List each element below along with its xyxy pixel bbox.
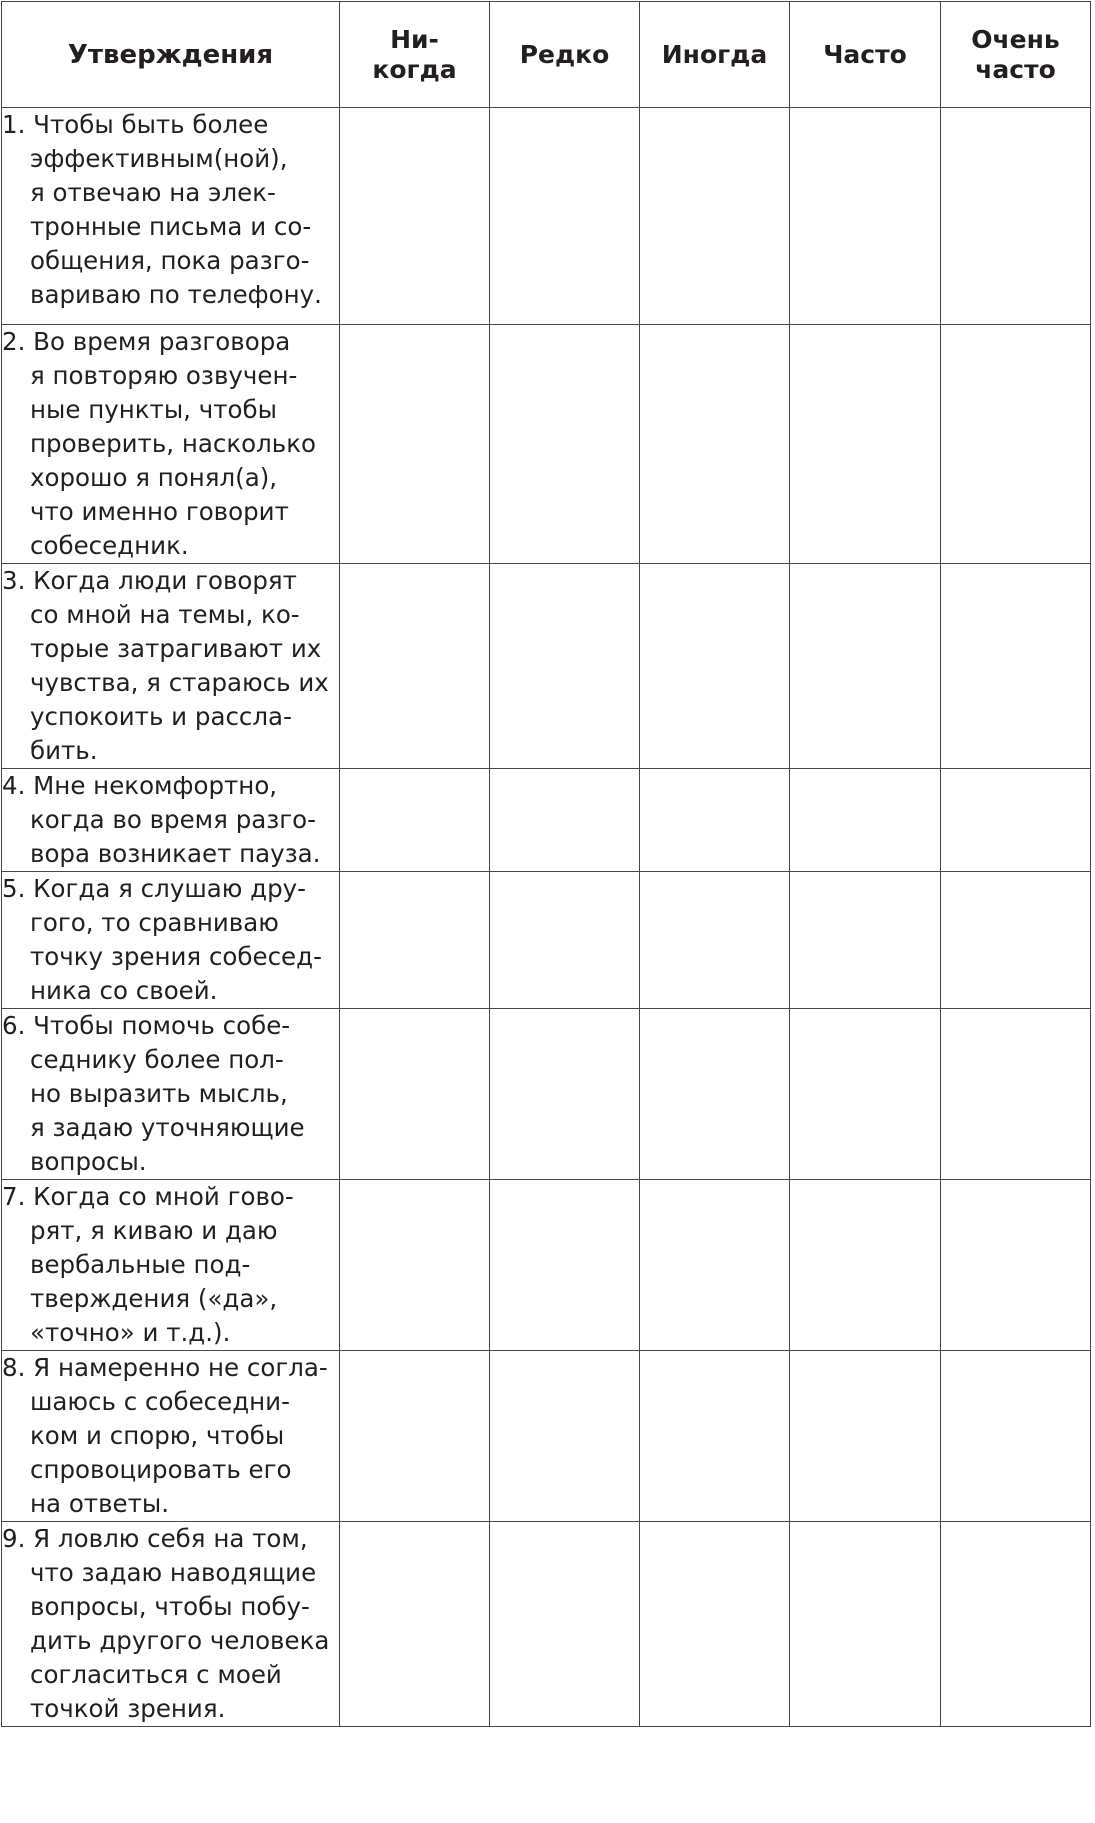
statement-line: 7. Когда со мной гово-	[2, 1182, 294, 1211]
header-very-often	[941, 2, 1091, 108]
answer-cell-very-often[interactable]	[941, 108, 1091, 325]
header-rarely: Редко	[490, 2, 640, 108]
statement-line: дить другого человека	[30, 1626, 330, 1655]
statement-line: я повторяю озвучен-	[30, 361, 298, 390]
answer-cell-often[interactable]	[790, 1009, 941, 1180]
answer-cell-rarely[interactable]	[490, 325, 640, 564]
statement-line: 3. Когда люди говорят	[2, 566, 297, 595]
answer-cell-very-often[interactable]	[941, 1180, 1091, 1351]
statement-line: 6. Чтобы помочь собе-	[2, 1011, 291, 1040]
answer-cell-sometimes[interactable]	[640, 1522, 790, 1727]
answer-cell-never[interactable]	[340, 325, 490, 564]
statement-line: торые затрагивают их	[30, 634, 322, 663]
statement-cell	[2, 1009, 340, 1180]
answer-cell-often[interactable]	[790, 108, 941, 325]
table-row	[2, 1351, 1091, 1522]
statement-line: эффективным(ной),	[30, 144, 288, 173]
statement-cell	[2, 325, 340, 564]
answer-cell-sometimes[interactable]	[640, 564, 790, 769]
header-statements: Утверждения	[2, 2, 340, 108]
statement-line: точку зрения собесед-	[30, 942, 322, 971]
statement-line: что задаю наводящие	[30, 1558, 317, 1587]
statement-line: рят, я киваю и даю	[30, 1216, 278, 1245]
statement-line: когда во время разго-	[30, 805, 316, 834]
statement-line: ные пункты, чтобы	[30, 395, 277, 424]
answer-cell-very-often[interactable]	[941, 872, 1091, 1009]
header-never-line: Ни-	[390, 24, 439, 54]
statement-line: я задаю уточняющие	[30, 1113, 305, 1142]
table-row	[2, 1009, 1091, 1180]
statement-cell	[2, 769, 340, 872]
header-very-often-line: Очень	[971, 24, 1060, 54]
answer-cell-sometimes[interactable]	[640, 108, 790, 325]
answer-cell-never[interactable]	[340, 769, 490, 872]
answer-cell-very-often[interactable]	[941, 1009, 1091, 1180]
header-never	[340, 2, 490, 108]
statement-line: 1. Чтобы быть более	[2, 110, 269, 139]
table-row	[2, 769, 1091, 872]
statement-line: что именно говорит	[30, 497, 289, 526]
statement-line: я отвечаю на элек-	[30, 178, 276, 207]
statement-line: бить.	[30, 736, 98, 765]
statement-line: 8. Я намеренно не согла-	[2, 1353, 328, 1382]
table-row	[2, 108, 1091, 325]
answer-cell-rarely[interactable]	[490, 1009, 640, 1180]
statement-line: тронные письма и со-	[30, 212, 312, 241]
table-row	[2, 1180, 1091, 1351]
header-never-line: когда	[372, 54, 457, 84]
answer-cell-rarely[interactable]	[490, 1522, 640, 1727]
statement-line: успокоить и рассла-	[30, 702, 292, 731]
answer-cell-very-often[interactable]	[941, 564, 1091, 769]
statement-line: «точно» и т.д.).	[30, 1318, 231, 1347]
answer-cell-often[interactable]	[790, 564, 941, 769]
statement-cell	[2, 108, 340, 325]
answer-cell-often[interactable]	[790, 1522, 941, 1727]
answer-cell-rarely[interactable]	[490, 564, 640, 769]
answer-cell-sometimes[interactable]	[640, 872, 790, 1009]
statement-cell	[2, 1180, 340, 1351]
answer-cell-sometimes[interactable]	[640, 325, 790, 564]
table-row	[2, 872, 1091, 1009]
header-sometimes: Иногда	[640, 2, 790, 108]
answer-cell-never[interactable]	[340, 872, 490, 1009]
answer-cell-rarely[interactable]	[490, 108, 640, 325]
answer-cell-never[interactable]	[340, 564, 490, 769]
table-row	[2, 564, 1091, 769]
answer-cell-never[interactable]	[340, 108, 490, 325]
statement-line: спровоцировать его	[30, 1455, 292, 1484]
statement-line: собеседник.	[30, 531, 189, 560]
statement-line: чувства, я стараюсь их	[30, 668, 329, 697]
answer-cell-very-often[interactable]	[941, 769, 1091, 872]
answer-cell-often[interactable]	[790, 872, 941, 1009]
table-row	[2, 1522, 1091, 1727]
statement-cell	[2, 1351, 340, 1522]
survey-body	[2, 108, 1091, 1727]
answer-cell-very-often[interactable]	[941, 1351, 1091, 1522]
statement-line: вора возникает пауза.	[30, 839, 321, 868]
statement-line: 2. Во время разговора	[2, 327, 291, 356]
statement-line: на ответы.	[30, 1489, 169, 1518]
statement-line: вопросы.	[30, 1147, 147, 1176]
header-very-often-line: часто	[975, 54, 1056, 84]
answer-cell-never[interactable]	[340, 1522, 490, 1727]
answer-cell-often[interactable]	[790, 1180, 941, 1351]
statement-line: 9. Я ловлю себя на том,	[2, 1524, 308, 1553]
answer-cell-very-often[interactable]	[941, 1522, 1091, 1727]
statement-line: седнику более пол-	[30, 1045, 284, 1074]
statement-line: точкой зрения.	[30, 1694, 226, 1723]
statement-line: 5. Когда я слушаю дру-	[2, 874, 306, 903]
statement-line: согласиться с моей	[30, 1660, 282, 1689]
answer-cell-rarely[interactable]	[490, 872, 640, 1009]
statement-line: проверить, насколько	[30, 429, 317, 458]
statement-line: общения, пока разго-	[30, 246, 310, 275]
answer-cell-rarely[interactable]	[490, 769, 640, 872]
header-row	[2, 2, 1091, 108]
answer-cell-sometimes[interactable]	[640, 769, 790, 872]
answer-cell-often[interactable]	[790, 325, 941, 564]
answer-cell-very-often[interactable]	[941, 325, 1091, 564]
answer-cell-often[interactable]	[790, 769, 941, 872]
statement-line: шаюсь с собеседни-	[30, 1387, 290, 1416]
statement-line: вопросы, чтобы побу-	[30, 1592, 310, 1621]
statement-line: тверждения («да»,	[30, 1284, 278, 1313]
frequency-survey-table	[1, 1, 1091, 1727]
statement-line: хорошо я понял(а),	[30, 463, 278, 492]
statement-line: вариваю по телефону.	[30, 280, 322, 309]
answer-cell-often[interactable]	[790, 1351, 941, 1522]
answer-cell-sometimes[interactable]	[640, 1351, 790, 1522]
answer-cell-sometimes[interactable]	[640, 1180, 790, 1351]
answer-cell-rarely[interactable]	[490, 1351, 640, 1522]
statement-line: гого, то сравниваю	[30, 908, 279, 937]
statement-cell	[2, 1522, 340, 1727]
statement-line: со мной на темы, ко-	[30, 600, 300, 629]
statement-cell	[2, 872, 340, 1009]
statement-line: вербальные под-	[30, 1250, 251, 1279]
answer-cell-never[interactable]	[340, 1351, 490, 1522]
statement-cell	[2, 564, 340, 769]
answer-cell-sometimes[interactable]	[640, 1009, 790, 1180]
answer-cell-never[interactable]	[340, 1180, 490, 1351]
answer-cell-never[interactable]	[340, 1009, 490, 1180]
header-often: Часто	[790, 2, 941, 108]
answer-cell-rarely[interactable]	[490, 1180, 640, 1351]
statement-line: 4. Мне некомфортно,	[2, 771, 278, 800]
statement-line: но выразить мысль,	[30, 1079, 288, 1108]
statement-line: ком и спорю, чтобы	[30, 1421, 285, 1450]
table-row	[2, 325, 1091, 564]
statement-line: ника со своей.	[30, 976, 218, 1005]
